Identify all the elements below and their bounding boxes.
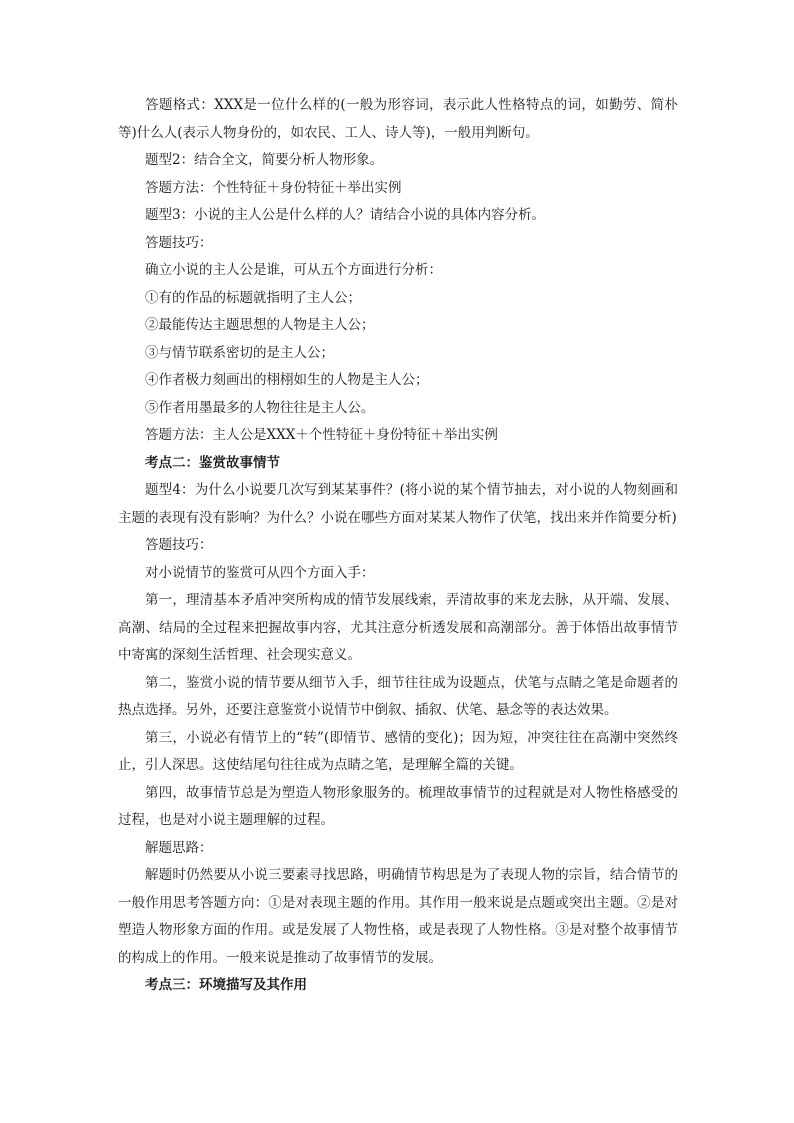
section-heading-3: 考点三：环境描写及其作用: [145, 977, 307, 993]
paragraph-question-type-4: 题型4：为什么小说要几次写到某某事件？(将小说的某个情节抽去，对小说的人物刻画和主题的表现有没有影响？为什么？小说在哪些方面对某某人物作了伏笔，找出来并作简要分析): [118, 482, 678, 526]
paragraph-protagonist-intro: 确立小说的主人公是谁，可从五个方面进行分析：: [145, 262, 442, 278]
paragraph-fourth: 第四，故事情节总是为塑造人物形象服务的。梳理故事情节的过程就是对人物性格感受的过程，也是对小说主题理解的过程。: [118, 784, 678, 828]
list-item-5: ⑤作者用墨最多的人物往往是主人公。: [145, 399, 375, 416]
paragraph-answer-method-1: 答题方法：个性特征＋身份特征＋举出实例: [145, 179, 402, 196]
list-item-3: ③与情节联系密切的是主人公；: [145, 344, 334, 361]
paragraph-solution-body: 解题时仍然要从小说三要素寻找思路，明确情节构思是为了表现人物的宗旨，结合情节的一般作用思考答题方向：①是对表现主题的作用。其作用一般来说是点题或突出主题。②是对塑造人物形象方面的作用。或是发展了人物性格，或是表现了人物性格。③是对整个故事情节的构成上的作用。一般来说是推动了故事情节的发展。: [118, 867, 678, 966]
paragraph-question-type-2: 题型2：结合全文，简要分析人物形象。: [145, 152, 384, 168]
document-page: [118, 92, 678, 1000]
paragraph-question-type-3: 题型3：小说的主人公是什么样的人？请结合小说的具体内容分析。: [145, 207, 546, 223]
paragraph-answer-method-2: 答题方法：主人公是XXX＋个性特征＋身份特征＋举出实例: [145, 427, 498, 443]
list-item-4: ④作者极力刻画出的栩栩如生的人物是主人公；: [145, 372, 429, 388]
paragraph-answer-tips-2: 答题技巧：: [145, 537, 213, 553]
list-item-2: ②最能传达主题思想的人物是主人公；: [145, 317, 375, 333]
paragraph-third: 第三，小说必有情节上的“转”(即情节、感情的变化)；因为短，冲突往往在高潮中突然终止，引人深思。这使结尾句往往成为点睛之笔，是理解全篇的关键。: [118, 729, 678, 773]
paragraph-answer-format: 答题格式：XXX是一位什么样的(一般为形容词，表示此人性格特点的词，如勤劳、简朴等)什么人(表示人物身份的，如农民、工人、诗人等)，一般用判断句。: [118, 97, 678, 141]
paragraph-second: 第二，鉴赏小说的情节要从细节入手，细节往往成为设题点，伏笔与点睛之笔是命题者的热点选择。另外，还要注意鉴赏小说情节中倒叙、插叙、伏笔、悬念等的表达效果。: [118, 674, 678, 718]
section-heading-2: 考点二：鉴赏故事情节: [145, 454, 280, 471]
list-item-1: ①有的作品的标题就指明了主人公；: [145, 289, 361, 306]
paragraph-plot-intro: 对小说情节的鉴赏可从四个方面入手：: [145, 564, 375, 581]
paragraph-first: 第一，理清基本矛盾冲突所构成的情节发展线索，弄清故事的来龙去脉，从开端、发展、高潮、结局的全过程来把握故事内容，尤其注意分析透发展和高潮部分。善于体悟出故事情节中寄寓的深刻生活哲理、社会现实意义。: [118, 592, 678, 663]
paragraph-answer-tips-1: 答题技巧：: [145, 234, 213, 251]
paragraph-solution-label: 解题思路：: [145, 839, 213, 856]
